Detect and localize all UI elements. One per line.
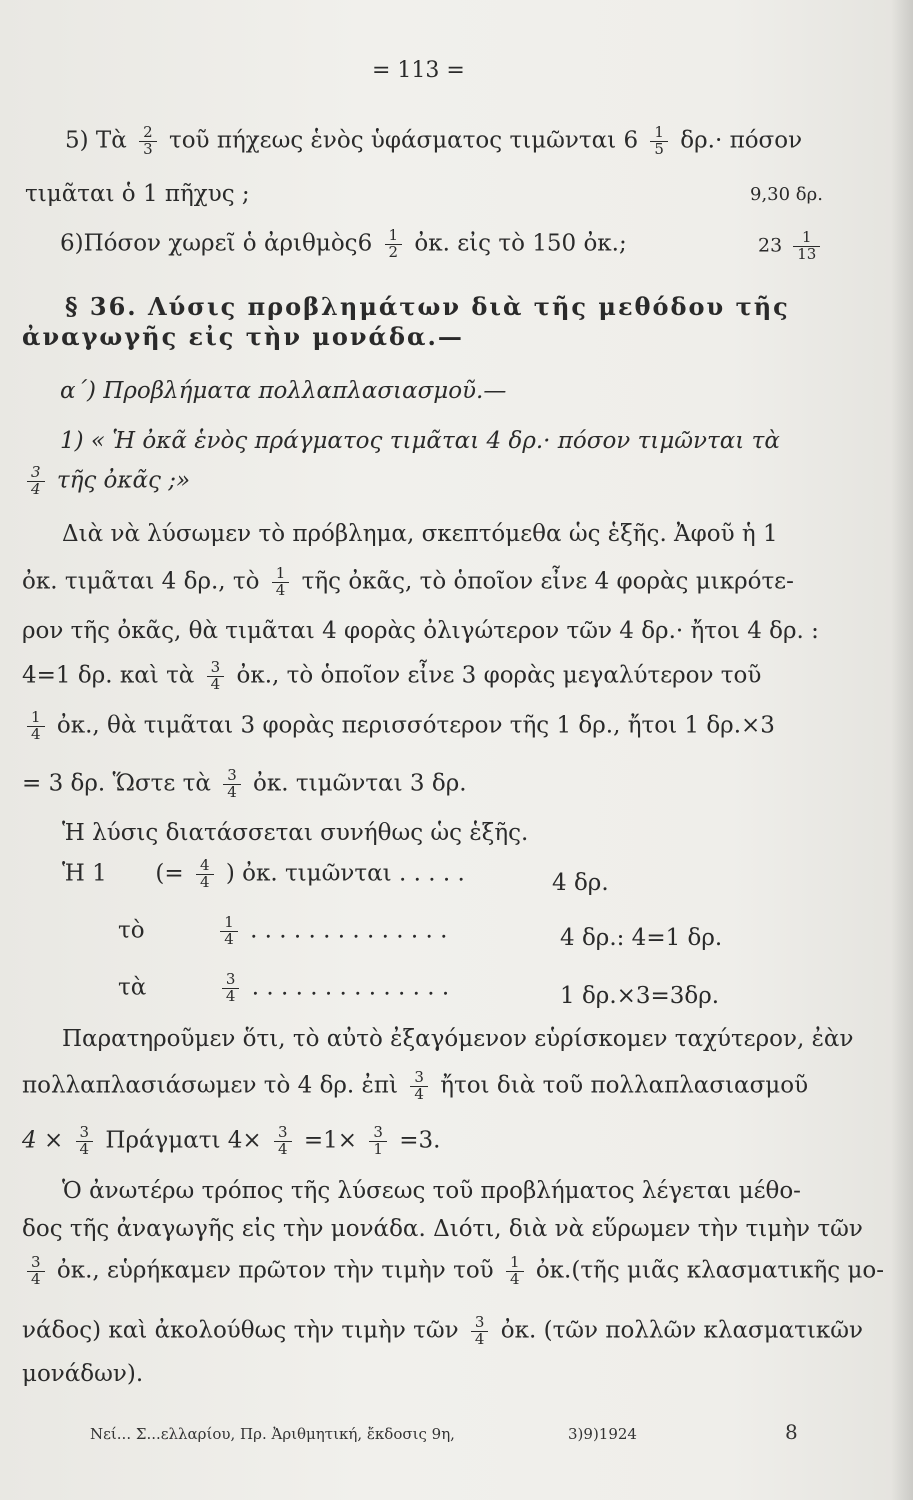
fraction: $\frac{4}{4}$ xyxy=(196,858,214,891)
exercise-5-line-2: τιμᾶται ὁ 1 πῆχυς ; xyxy=(25,181,250,207)
problem-1-line-1: 1) « Ἡ ὀκᾶ ἑνὸς πράγματος τιμᾶται 4 δρ.· πόσον τιμῶνται τὰ xyxy=(60,428,780,454)
remark-line-1: Παρατηροῦμεν ὅτι, τὸ αὐτὸ ἐξαγόμενον εὑρίσκομεν ταχύτερον, ἐὰν xyxy=(62,1026,854,1052)
text: ὀκ. εἰς τὸ 150 ὀκ.; xyxy=(414,230,627,257)
exercise-6-line xyxy=(60,228,627,261)
paragraph-line-5 xyxy=(22,710,775,743)
summary-line-5: μονάδων). xyxy=(22,1361,144,1387)
exercise-5-line-1 xyxy=(65,125,802,158)
footer-signature-mark: 8 xyxy=(785,1420,798,1444)
page-edge-shadow xyxy=(891,0,913,1500)
text: ἤτοι διὰ τοῦ πολλαπλασιασμοῦ xyxy=(440,1072,809,1099)
table-row-1 xyxy=(62,858,465,891)
text: . . . . . . . . . . . . . . xyxy=(251,974,450,1001)
summary-line-1: Ὁ ἀνωτέρω τρόπος τῆς λύσεως τοῦ προβλήματος λέγεται μέθο- xyxy=(62,1178,801,1204)
text: 5) Τὰ xyxy=(65,127,127,154)
fraction: $\frac{1}{4}$ xyxy=(272,566,290,599)
text: (= xyxy=(155,860,184,887)
text: ὀκ., εὑρήκαμεν πρῶτον τὴν τιμὴν τοῦ xyxy=(56,1257,494,1284)
fraction: $\frac{1}{4}$ xyxy=(220,915,238,948)
text: =1× xyxy=(303,1127,358,1154)
fraction: $\frac{3}{4}$ xyxy=(274,1125,292,1158)
text: ὀκ. τιμῶνται 3 δρ. xyxy=(253,770,467,797)
subsection-title: α΄) Προβλήματα πολλαπλασιασμοῦ.— xyxy=(60,378,507,404)
text: τὰ xyxy=(118,974,147,1001)
text: ὀκ.(τῆς μιᾶς κλασματικῆς μο- xyxy=(535,1257,885,1284)
table-row-1-value: 4 δρ. xyxy=(552,870,609,896)
fraction: $\frac{1}{13}$ xyxy=(793,230,820,263)
footer-imprint: Νεί... Σ...ελλαρίου, Πρ. Ἀριθμητική, ἔκδοσις 9η, xyxy=(90,1425,455,1443)
text: τῆς ὀκᾶς ;» xyxy=(56,467,191,494)
fraction: $\frac{3}{1}$ xyxy=(369,1125,387,1158)
section-heading-line-1: § 36. Λύσις προβλημάτων διὰ τῆς μεθόδου τῆς xyxy=(65,292,790,321)
fraction: $\frac{1}{2}$ xyxy=(385,228,403,261)
text: ὀκ. τιμᾶται 4 δρ., τὸ xyxy=(22,568,260,595)
table-row-3-value: 1 δρ.×3=3δρ. xyxy=(560,983,720,1009)
exercise-6-answer xyxy=(758,230,825,263)
exercise-5-answer: 9,30 δρ. xyxy=(750,184,823,205)
fraction: $\frac{1}{4}$ xyxy=(27,710,45,743)
text: τὸ xyxy=(118,917,145,944)
table-row-2 xyxy=(118,915,447,948)
text: Πράγματι 4× xyxy=(105,1127,262,1154)
fraction: $\frac{1}{5}$ xyxy=(650,125,668,158)
text: Ἡ 1 xyxy=(62,860,107,887)
table-row-2-value: 4 δρ.: 4=1 δρ. xyxy=(560,925,723,951)
fraction: $\frac{3}{4}$ xyxy=(223,768,241,801)
fraction: $\frac{3}{4}$ xyxy=(410,1070,428,1103)
text: . . . . . . . . . . . . . . xyxy=(250,917,448,944)
section-heading-line-2: ἀναγωγῆς εἰς τὴν μονάδα.— xyxy=(22,322,464,351)
text: ὀκ., τὸ ὁποῖον εἶνε 3 φορὰς μεγαλύτερον τοῦ xyxy=(236,662,762,689)
text: πολλαπλασιάσωμεν τὸ 4 δρ. ἐπὶ xyxy=(22,1072,399,1099)
text: ὀκ. (τῶν πολλῶν κλασματικῶν xyxy=(500,1317,864,1344)
text: τοῦ πήχεως ἑνὸς ὑφάσματος τιμῶνται 6 xyxy=(168,127,639,154)
remark-line-3 xyxy=(22,1125,440,1158)
fraction: $\frac{2}{3}$ xyxy=(139,125,157,158)
fraction: $\frac{3}{4}$ xyxy=(222,972,240,1005)
remark-line-2 xyxy=(22,1070,808,1103)
fraction: $\frac{3}{4}$ xyxy=(76,1125,94,1158)
table-row-3 xyxy=(118,972,449,1005)
text: = 3 δρ. Ὥστε τὰ xyxy=(22,770,211,797)
text: 23 xyxy=(758,234,783,257)
fraction: $\frac{3}{4}$ xyxy=(471,1315,489,1348)
text: δρ.· πόσον xyxy=(680,127,803,154)
summary-line-4 xyxy=(22,1315,863,1348)
text: 6)Πόσον χωρεῖ ὁ ἀριθμὸς6 xyxy=(60,230,373,257)
footer-date: 3)9)1924 xyxy=(568,1425,637,1443)
text: ) ὀκ. τιμῶνται . . . . . xyxy=(225,860,465,887)
text: ὀκ., θὰ τιμᾶται 3 φορὰς περισσότερον τῆς 1 δρ., ἤτοι 1 δρ.×3 xyxy=(56,712,775,739)
paragraph-line-6 xyxy=(22,768,467,801)
paragraph-line-3: ρον τῆς ὀκᾶς, θὰ τιμᾶται 4 φορὰς ὀλιγώτερον τῶν 4 δρ.· ἤτοι 4 δρ. : xyxy=(22,618,819,644)
text: =3. xyxy=(399,1127,441,1154)
fraction: $\frac{1}{4}$ xyxy=(506,1255,524,1288)
fraction: $\frac{3}{4}$ xyxy=(27,465,45,498)
paragraph-line-4 xyxy=(22,660,761,693)
paragraph-line-1: Διὰ νὰ λύσωμεν τὸ πρόβλημα, σκεπτόμεθα ὡς ἑξῆς. Ἀφοῦ ἡ 1 xyxy=(62,521,778,547)
fraction: $\frac{3}{4}$ xyxy=(27,1255,45,1288)
text: νάδος) καὶ ἀκολούθως τὴν τιμὴν τῶν xyxy=(22,1317,459,1344)
problem-1-line-2 xyxy=(22,465,190,498)
text: 4 × xyxy=(22,1127,64,1154)
paragraph-line-7: Ἡ λύσις διατάσσεται συνήθως ὡς ἑξῆς. xyxy=(62,820,529,846)
summary-line-2: δος τῆς ἀναγωγῆς εἰς τὴν μονάδα. Διότι, διὰ νὰ εὕρωμεν τὴν τιμὴν τῶν xyxy=(22,1216,863,1242)
fraction: $\frac{3}{4}$ xyxy=(207,660,225,693)
summary-line-3 xyxy=(22,1255,884,1288)
text: τῆς ὀκᾶς, τὸ ὁποῖον εἶνε 4 φορὰς μικρότε- xyxy=(301,568,794,595)
paragraph-line-2 xyxy=(22,566,794,599)
page-number: = 113 = xyxy=(372,58,465,83)
text: 4=1 δρ. καὶ τὰ xyxy=(22,662,195,689)
